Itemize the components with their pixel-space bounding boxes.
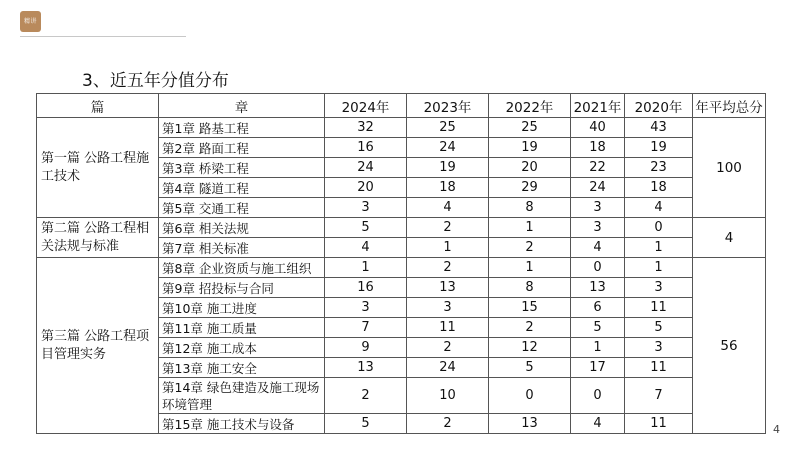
score-cell: 4 <box>571 238 625 258</box>
score-cell: 4 <box>571 414 625 434</box>
score-cell: 2 <box>407 218 489 238</box>
score-cell: 40 <box>571 118 625 138</box>
score-cell: 13 <box>489 414 571 434</box>
score-distribution-table <box>36 93 766 434</box>
score-cell: 17 <box>571 358 625 378</box>
chapter-cell: 第6章 相关法规 <box>159 218 325 238</box>
score-cell: 19 <box>407 158 489 178</box>
score-cell: 24 <box>407 138 489 158</box>
score-cell: 16 <box>325 278 407 298</box>
score-cell: 7 <box>625 378 693 414</box>
score-cell: 3 <box>407 298 489 318</box>
score-cell: 24 <box>407 358 489 378</box>
score-cell: 0 <box>625 218 693 238</box>
score-cell: 16 <box>325 138 407 158</box>
section-title: 3、近五年分值分布 <box>82 71 229 91</box>
score-cell: 8 <box>489 198 571 218</box>
header-year-2021: 2021年 <box>571 94 625 118</box>
score-cell: 2 <box>325 378 407 414</box>
chapter-cell: 第13章 施工安全 <box>159 358 325 378</box>
score-cell: 0 <box>571 378 625 414</box>
chapter-cell: 第3章 桥梁工程 <box>159 158 325 178</box>
score-cell: 43 <box>625 118 693 138</box>
annual-average-cell: 56 <box>693 258 766 434</box>
score-cell: 11 <box>625 298 693 318</box>
chapter-cell: 第14章 绿色建造及施工现场环境管理 <box>159 378 325 414</box>
table-row <box>37 258 766 278</box>
score-cell: 1 <box>489 218 571 238</box>
annual-average-cell: 4 <box>693 218 766 258</box>
score-cell: 13 <box>325 358 407 378</box>
score-cell: 24 <box>571 178 625 198</box>
chapter-cell: 第4章 隧道工程 <box>159 178 325 198</box>
score-cell: 5 <box>325 218 407 238</box>
chapter-cell: 第7章 相关标准 <box>159 238 325 258</box>
header-chapter: 章 <box>159 94 325 118</box>
page-number: 4 <box>773 423 780 436</box>
score-cell: 5 <box>489 358 571 378</box>
table-row <box>37 118 766 138</box>
header-divider <box>20 36 186 37</box>
score-cell: 1 <box>325 258 407 278</box>
chapter-cell: 第1章 路基工程 <box>159 118 325 138</box>
part-name-cell: 第二篇 公路工程相关法规与标准 <box>37 218 159 258</box>
part-name-cell: 第三篇 公路工程项目管理实务 <box>37 258 159 434</box>
table-row <box>37 218 766 238</box>
score-cell: 8 <box>489 278 571 298</box>
score-cell: 1 <box>625 238 693 258</box>
score-cell: 3 <box>625 278 693 298</box>
score-cell: 32 <box>325 118 407 138</box>
header-year-2024: 2024年 <box>325 94 407 118</box>
score-cell: 19 <box>625 138 693 158</box>
score-cell: 25 <box>407 118 489 138</box>
chapter-cell: 第5章 交通工程 <box>159 198 325 218</box>
score-cell: 20 <box>489 158 571 178</box>
score-cell: 29 <box>489 178 571 198</box>
score-cell: 12 <box>489 338 571 358</box>
chapter-cell: 第15章 施工技术与设备 <box>159 414 325 434</box>
score-cell: 1 <box>625 258 693 278</box>
score-cell: 25 <box>489 118 571 138</box>
header-year-2020: 2020年 <box>625 94 693 118</box>
score-cell: 15 <box>489 298 571 318</box>
score-cell: 9 <box>325 338 407 358</box>
score-cell: 10 <box>407 378 489 414</box>
chapter-cell: 第10章 施工进度 <box>159 298 325 318</box>
score-cell: 23 <box>625 158 693 178</box>
score-cell: 19 <box>489 138 571 158</box>
score-cell: 2 <box>407 258 489 278</box>
score-cell: 3 <box>325 298 407 318</box>
chapter-cell: 第2章 路面工程 <box>159 138 325 158</box>
score-cell: 24 <box>325 158 407 178</box>
score-cell: 5 <box>625 318 693 338</box>
table-header-row <box>37 94 766 118</box>
score-cell: 3 <box>625 338 693 358</box>
score-cell: 20 <box>325 178 407 198</box>
score-cell: 3 <box>325 198 407 218</box>
score-cell: 11 <box>625 358 693 378</box>
score-cell: 1 <box>571 338 625 358</box>
score-cell: 4 <box>325 238 407 258</box>
score-cell: 6 <box>571 298 625 318</box>
header-part: 篇 <box>37 94 159 118</box>
score-cell: 2 <box>407 414 489 434</box>
score-distribution-table-container <box>36 93 765 434</box>
score-cell: 3 <box>571 218 625 238</box>
score-cell: 0 <box>571 258 625 278</box>
score-cell: 5 <box>571 318 625 338</box>
part-name-cell: 第一篇 公路工程施工技术 <box>37 118 159 218</box>
score-cell: 18 <box>571 138 625 158</box>
score-cell: 4 <box>625 198 693 218</box>
score-cell: 2 <box>407 338 489 358</box>
header-annual-average: 年平均总分 <box>693 94 766 118</box>
header-year-2023: 2023年 <box>407 94 489 118</box>
chapter-cell: 第9章 招投标与合同 <box>159 278 325 298</box>
score-cell: 13 <box>407 278 489 298</box>
score-cell: 1 <box>407 238 489 258</box>
header-year-2022: 2022年 <box>489 94 571 118</box>
score-cell: 3 <box>571 198 625 218</box>
brand-logo: 精讲 <box>20 11 41 32</box>
score-cell: 1 <box>489 258 571 278</box>
score-cell: 0 <box>489 378 571 414</box>
score-cell: 11 <box>625 414 693 434</box>
score-cell: 18 <box>625 178 693 198</box>
score-cell: 4 <box>407 198 489 218</box>
table-body <box>37 118 766 434</box>
chapter-cell: 第12章 施工成本 <box>159 338 325 358</box>
annual-average-cell: 100 <box>693 118 766 218</box>
score-cell: 7 <box>325 318 407 338</box>
chapter-cell: 第8章 企业资质与施工组织 <box>159 258 325 278</box>
chapter-cell: 第11章 施工质量 <box>159 318 325 338</box>
score-cell: 11 <box>407 318 489 338</box>
score-cell: 2 <box>489 238 571 258</box>
score-cell: 2 <box>489 318 571 338</box>
score-cell: 22 <box>571 158 625 178</box>
score-cell: 18 <box>407 178 489 198</box>
score-cell: 13 <box>571 278 625 298</box>
score-cell: 5 <box>325 414 407 434</box>
